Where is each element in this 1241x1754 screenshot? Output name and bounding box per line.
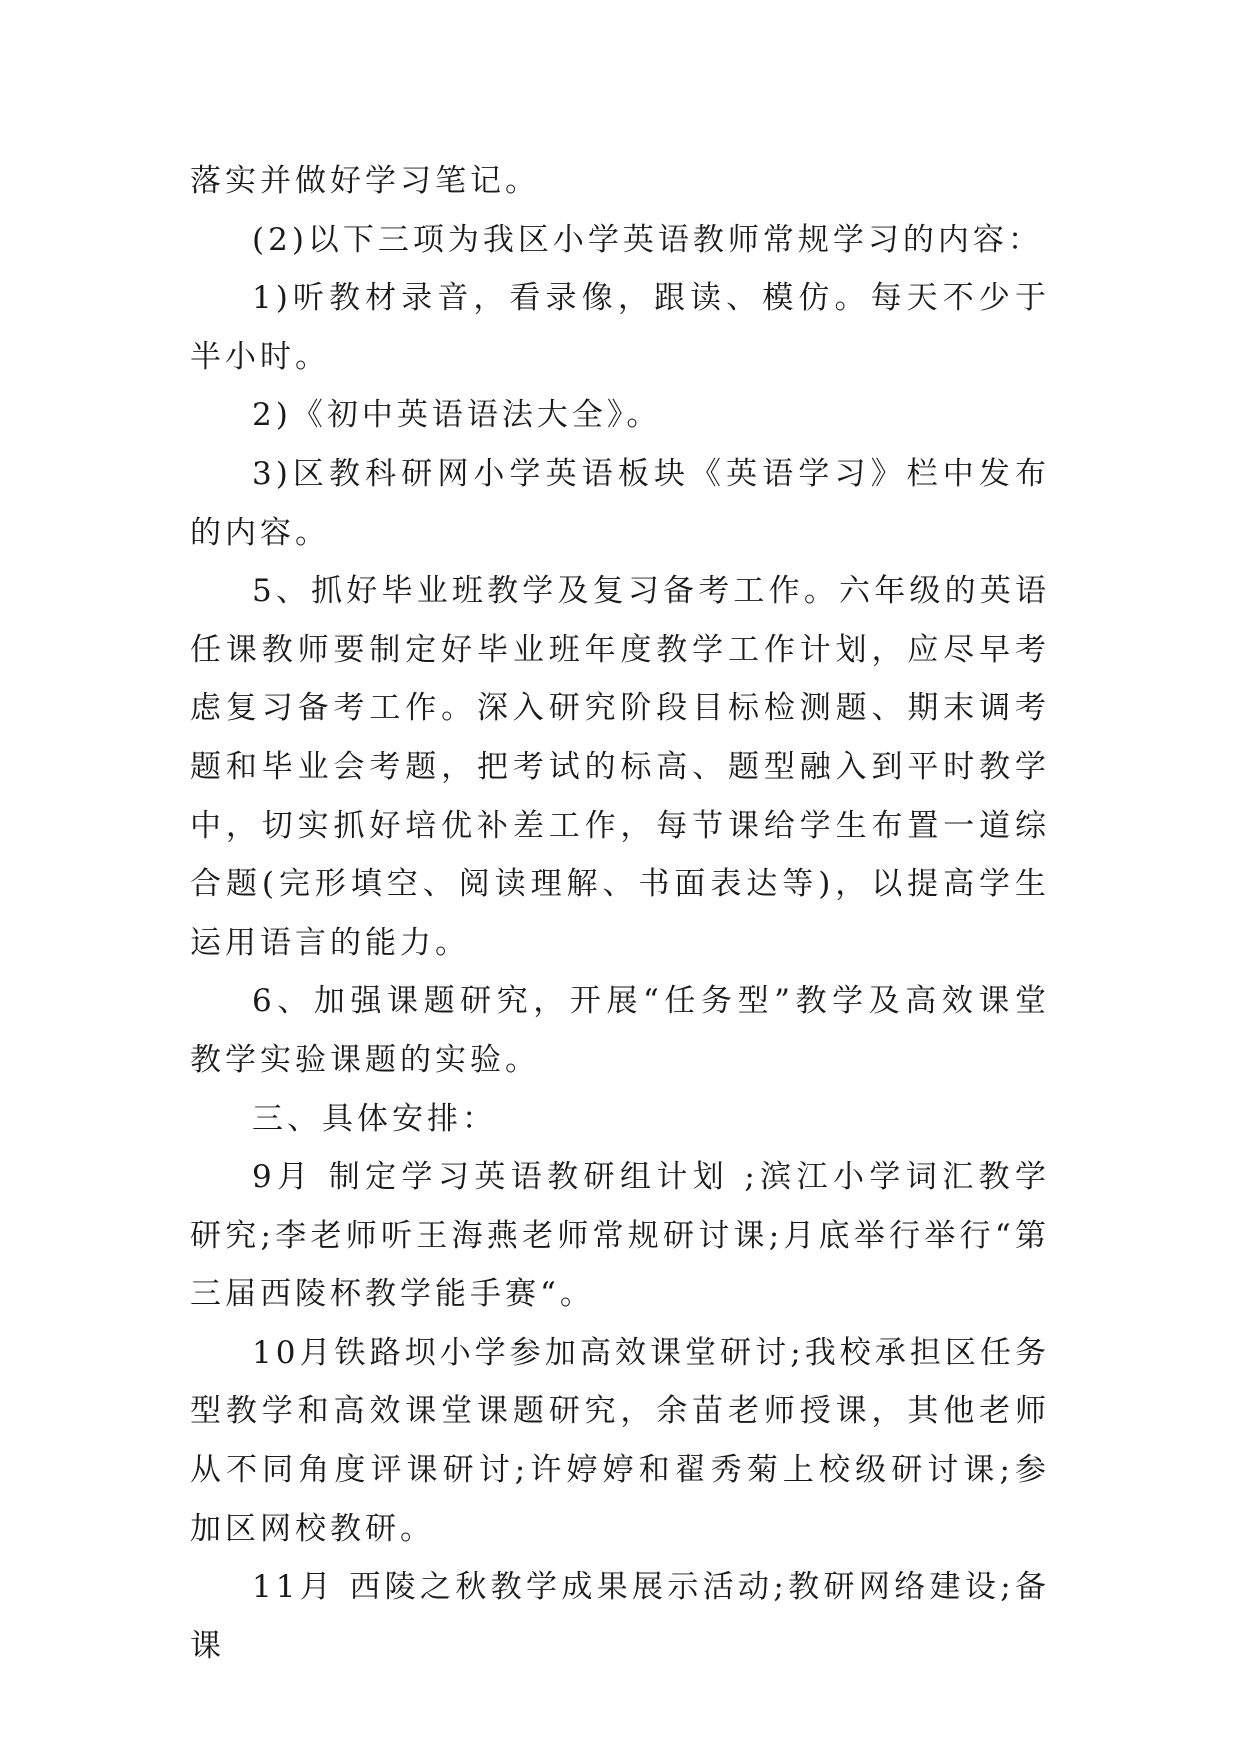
paragraph-notes: 落实并做好学习笔记。 (190, 163, 540, 199)
paragraph-study-item-1: 1)听教材录音，看录像，跟读、模仿。每天不少于半小时。 (190, 280, 1050, 375)
paragraph-study-item-2: 2)《初中英语语法大全》。 (252, 397, 662, 434)
paragraph-september: 9月 制定学习英语教研组计划 ;滨江小学词汇教学研究;李老师听王海燕老师常规研讨课;月底举行举行“第三届西陵杯教学能手赛“。 (190, 1159, 1050, 1313)
paragraph-study-item-3: 3)区教科研网小学英语板块《英语学习》栏中发布的内容。 (190, 455, 1050, 551)
paragraph-research-topic: 6、加强课题研究，开展“任务型”教学及高效课堂教学实验课题的实验。 (190, 983, 1050, 1078)
section-heading-schedule: 三、具体安排： (252, 1100, 497, 1137)
paragraph-october: 10月铁路坝小学参加高效课堂研讨;我校承担区任务型教学和高效课堂课题研究，余苗老师授课，其他老师从不同角度评课研讨;许婷婷和翟秀菊上校级研讨课;参加区网校教研。 (190, 1334, 1050, 1547)
paragraph-study-content-intro: (2)以下三项为我区小学英语教师常规学习的内容： (252, 221, 1043, 258)
paragraph-november: 11月 西陵之秋教学成果展示活动;教研网络建设;备课 (190, 1569, 1050, 1664)
document-body (190, 152, 1050, 1675)
paragraph-graduation-class: 5、抓好毕业班教学及复习备考工作。六年级的英语任课教师要制定好毕业班年度教学工作计划，应尽早考虑复习备考工作。深入研究阶段目标检测题、期末调考题和毕业会考题，把考试的标高、题型融入到平时教学中，切实抓好培优补差工作，每节课给学生布置一道综合题(完形填空、阅读理解、书面表达等)，以提高学生运用语言的能力。 (190, 573, 1050, 961)
